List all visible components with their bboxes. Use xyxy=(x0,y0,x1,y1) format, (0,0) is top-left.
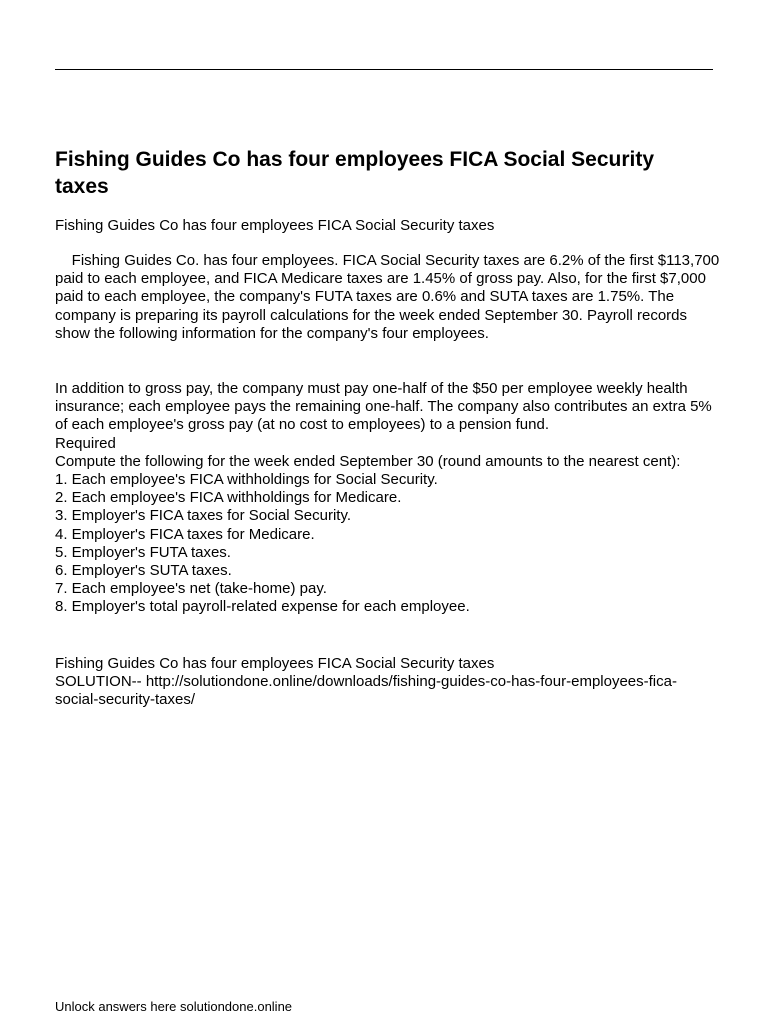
required-label: Required xyxy=(55,434,116,452)
solution-section xyxy=(55,655,720,710)
requirement-item: 1. Each employee's FICA withholdings for Social Security. xyxy=(55,471,438,489)
requirement-item: 6. Employer's SUTA taxes. xyxy=(55,562,232,580)
health-insurance-paragraph: In addition to gross pay, the company must pay one-half of the $50 per employee weekly health insurance; each employee pays the remaining one-half. The company also contributes an extra 5% of each employee's gross pay (at no cost to employees) to a pension fund. xyxy=(55,380,712,434)
footer-text: Unlock answers here solutiondone.online xyxy=(55,999,293,1014)
requirements-section xyxy=(55,380,720,617)
header-rule xyxy=(55,69,713,70)
solution-line xyxy=(55,673,720,709)
requirement-item: 8. Employer's total payroll-related expense for each employee. xyxy=(55,598,470,616)
requirement-item: 7. Each employee's net (take-home) pay. xyxy=(55,580,327,598)
solution-prefix: SOLUTION-- xyxy=(55,673,142,691)
document-title: Fishing Guides Co has four employees FICA Social Security taxes xyxy=(55,148,655,198)
requirement-item: 3. Employer's FICA taxes for Social Security. xyxy=(55,507,352,525)
requirement-item: 5. Employer's FUTA taxes. xyxy=(55,543,231,561)
requirement-item: 4. Employer's FICA taxes for Medicare. xyxy=(55,525,315,543)
requirement-item: 2. Each employee's FICA withholdings for Medicare. xyxy=(55,489,402,507)
compute-instruction: Compute the following for the week ended September 30 (round amounts to the nearest cent): xyxy=(55,452,681,470)
solution-link[interactable]: http://solutiondone.online/downloads/fishing-guides-co-has-four-employees-fica-social-security-taxes/ xyxy=(55,673,677,709)
solution-title: Fishing Guides Co has four employees FICA Social Security taxes xyxy=(55,655,495,672)
requirements-list xyxy=(55,471,720,617)
document-subtitle: Fishing Guides Co has four employees FICA Social Security taxes xyxy=(55,217,495,234)
intro-paragraph: Fishing Guides Co. has four employees. FICA Social Security taxes are 6.2% of the first $113,700 paid to each employee, and FICA Medicare taxes are 1.45% of gross pay. Also, for the first $7,000 paid to each employee, the company's FUTA taxes are 0.6% and SUTA taxes are 1.75%. The company is preparing its payroll calculations for the week ended September 30. Payroll records show the following information for the company's four employees. xyxy=(55,252,724,342)
